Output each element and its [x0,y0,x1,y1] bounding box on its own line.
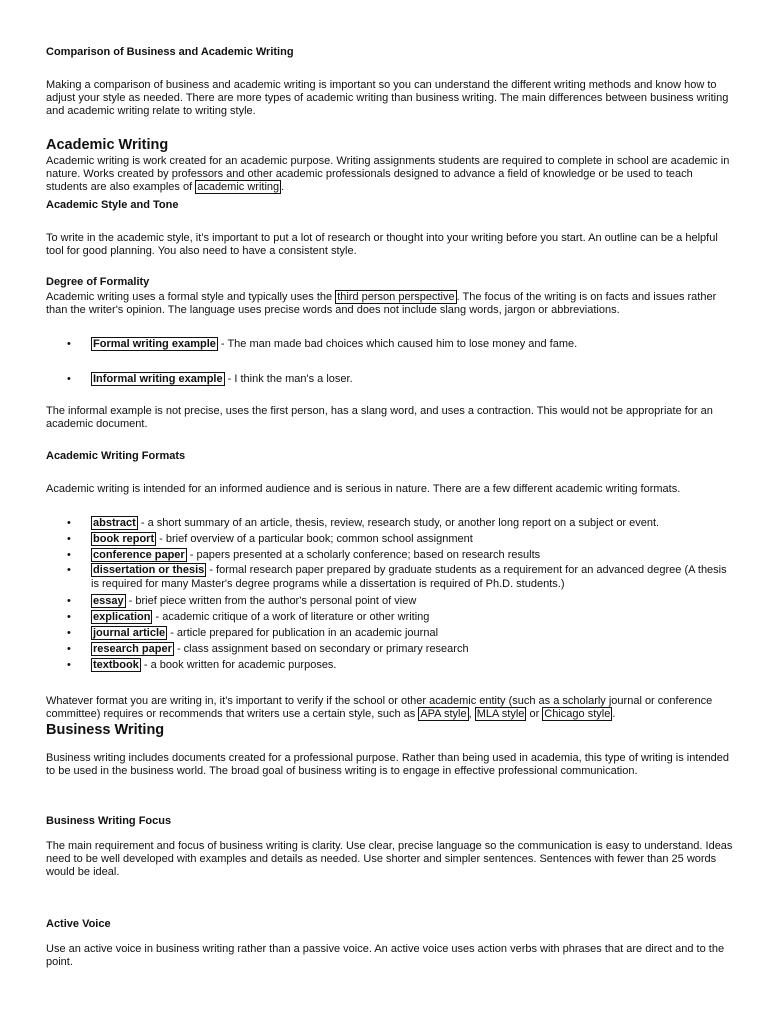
academic-closing-paragraph: Whatever format you are writing in, it’s important to verify if the school or other academic entity (such as a scholarly journal or conference committee) requires or recommends that writers use a certain style, such as APA style , MLA style or Chicago style . [46,695,713,720]
informal-note-paragraph: The informal example is not precise, uses the first person, has a slang word, and uses a contraction. This would not be appropriate for an academic document. [46,405,713,430]
abstract-link[interactable]: abstract [93,517,136,529]
formats-heading: Academic Writing Formats [46,450,186,462]
mla-style-link[interactable]: MLA style [476,708,525,720]
journal-article-link[interactable]: journal article [93,627,166,639]
textbook-link[interactable]: textbook [93,659,139,671]
book-report-link[interactable]: book report [93,533,155,545]
list-item: • book report - brief overview of a particular book; common school assignment [46,531,736,547]
formality-heading: Degree of Formality [46,276,150,288]
active-voice-heading: Active Voice [46,918,111,930]
chicago-style-link[interactable]: Chicago style [544,708,611,720]
research-paper-link[interactable]: research paper [93,643,172,655]
academic-style-heading: Academic Style and Tone [46,199,179,211]
list-item: • dissertation or thesis - formal research paper prepared by graduate students as a requirement for an advanced degree (A thesis is required for many Master's degree programs while a dissertation is required of Ph.D. students.) [46,563,736,593]
business-focus-heading: Business Writing Focus [46,815,172,827]
formats-list [46,515,736,673]
academic-paragraph: Academic writing is work created for an academic purpose. Writing assignments students are required to complete in school are academic in nature. Works created by professors and other academic professionals designed to advance a field of knowledge or be used to teach students are also examples of academic writing . [46,155,730,193]
academic-style-paragraph: To write in the academic style, it’s important to put a lot of research or thought into your writing before you start. An outline can be a helpful tool for good planning. You also need to have a consistent style. [46,232,718,257]
list-item: • Formal writing example - The man made bad choices which caused him to lose money and fame. [46,338,736,351]
essay-link[interactable]: essay [93,595,124,607]
list-item: • journal article - article prepared for publication in an academic journal [46,625,736,641]
academic-heading: Academic Writing [46,137,169,153]
apa-style-link[interactable]: APA style [420,708,467,720]
informal-example-list [46,373,736,386]
list-item: • conference paper - papers presented at a scholarly conference; based on research results [46,547,736,563]
active-voice-paragraph: Use an active voice in business writing rather than a passive voice. An active voice uses action verbs with phrases that are direct and to the point. [46,943,725,968]
academic-writing-link[interactable]: academic writing [197,181,280,193]
conference-paper-link[interactable]: conference paper [93,549,185,561]
list-item: • Informal writing example - I think the man's a loser. [46,373,736,386]
informal-writing-example-link[interactable]: Informal writing example [93,373,223,385]
intro-paragraph: Making a comparison of business and academic writing is important so you can understand the different writing methods and know how to adjust your style as needed. There are more types of academic writing than business writing. The main differences between business writing and academic writing relate to writing style. [46,79,729,117]
document-title: Comparison of Business and Academic Writing [46,46,294,58]
formal-example-list [46,338,736,351]
dissertation-or-thesis-link[interactable]: dissertation or thesis [93,564,205,576]
business-heading: Business Writing [46,722,165,738]
formality-paragraph: Academic writing uses a formal style and typically uses the third person perspective . The focus of the writing is on facts and issues rather than the writer's opinion. The language uses precise words and does not include slang words, jargon or abbreviations. [46,291,717,316]
explication-link[interactable]: explication [93,611,151,623]
business-paragraph: Business writing includes documents created for a professional purpose. Rather than being used in academia, this type of writing is intended to be used in the business world. The broad goal of business writing is to engage in effective professional communication. [46,752,729,777]
list-item: • research paper - class assignment based on secondary or primary research [46,641,736,657]
third-person-perspective-link[interactable]: third person perspective [337,291,455,303]
list-item: • essay - brief piece written from the author's personal point of view [46,593,736,609]
list-item: • textbook - a book written for academic purposes. [46,657,736,673]
list-item: • abstract - a short summary of an article, thesis, review, research study, or another long report on a subject or event. [46,515,736,531]
business-focus-paragraph: The main requirement and focus of business writing is clarity. Use clear, precise language so the communication is easy to understand. Ideas need to be well developed with examples and details as needed. Use shorter and simpler sentences. Sentences with fewer than 25 words would be ideal. [46,840,733,878]
formats-intro-paragraph: Academic writing is intended for an informed audience and is serious in nature. There are a few different academic writing formats. [46,483,681,495]
formal-writing-example-link[interactable]: Formal writing example [93,338,216,350]
list-item: • explication - academic critique of a work of literature or other writing [46,609,736,625]
